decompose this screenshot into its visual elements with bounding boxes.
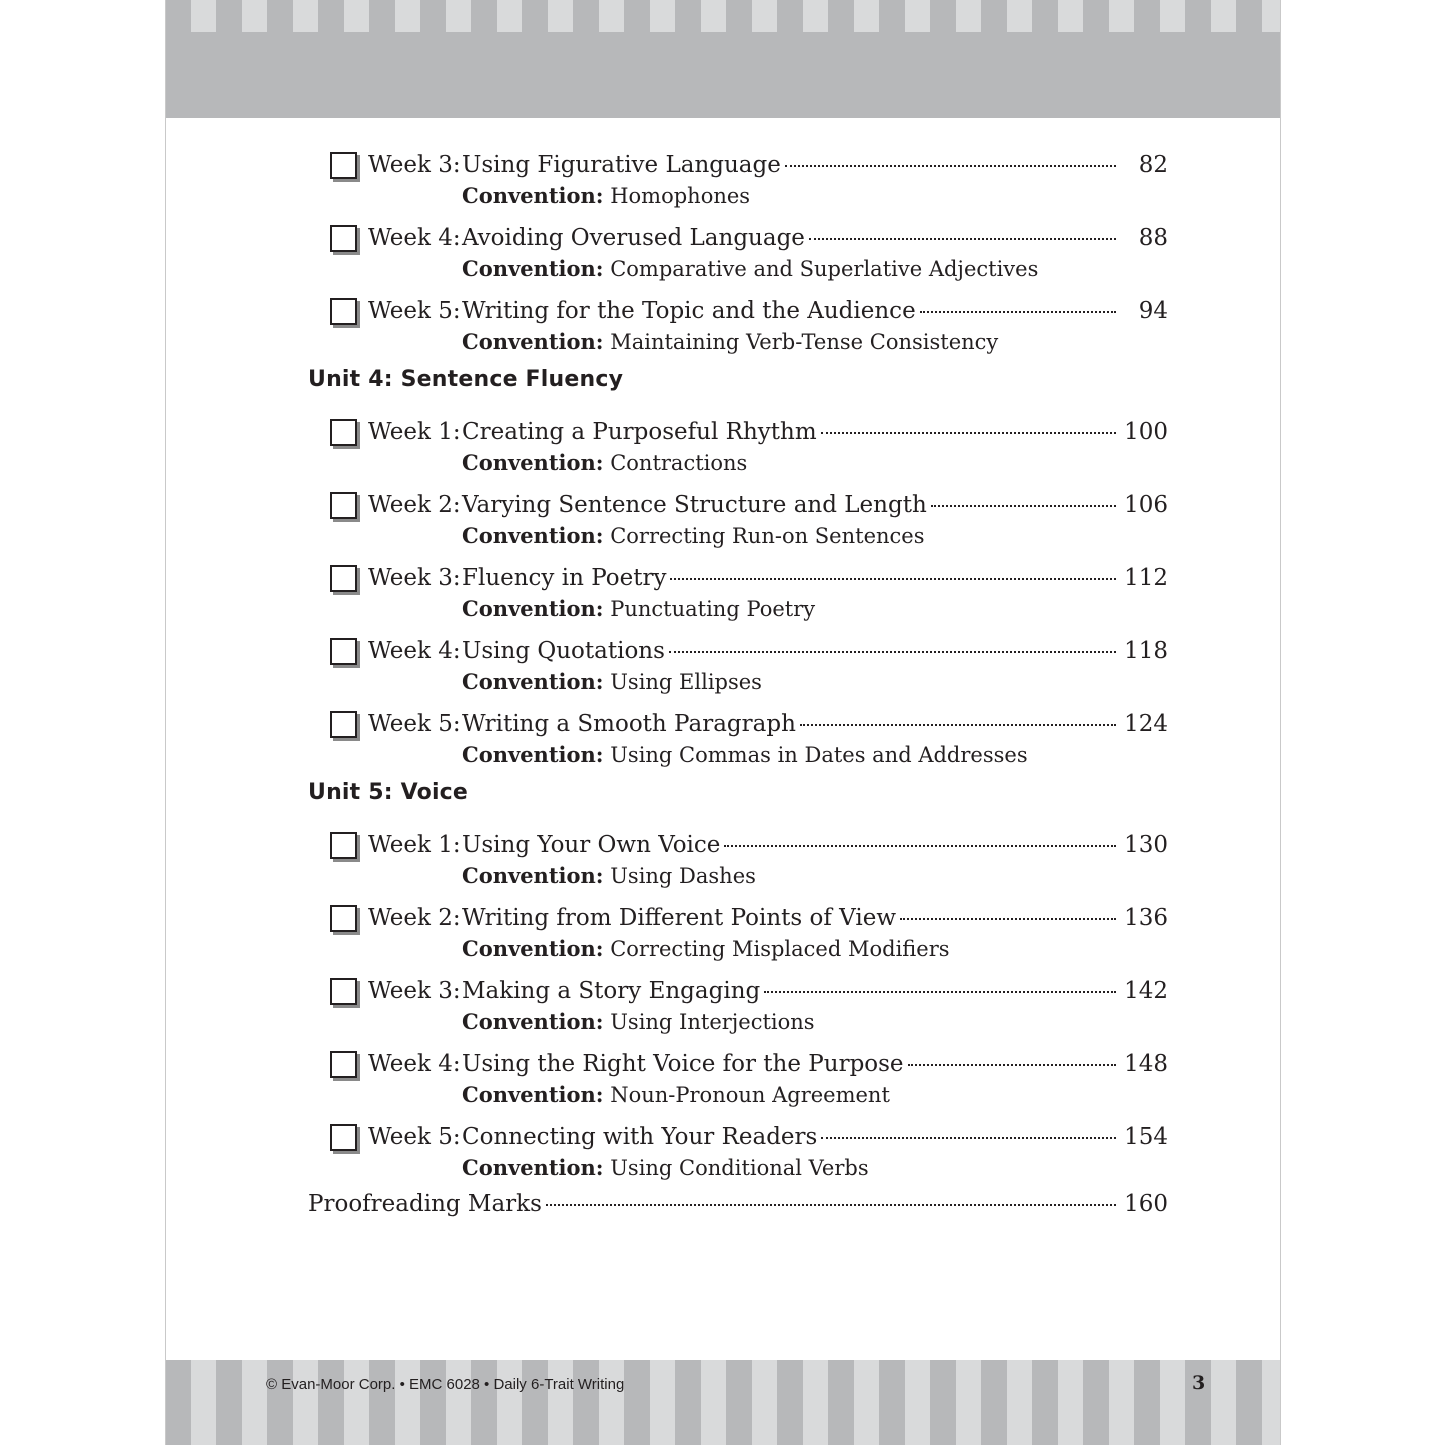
lesson-title: Writing for the Topic and the Audience: [462, 298, 916, 324]
week-label: Week 3:: [368, 152, 461, 178]
convention-label: Convention:: [462, 256, 604, 281]
convention-line: [462, 256, 1038, 281]
stripe-decoration: [854, 0, 879, 32]
toc-entry[interactable]: [308, 480, 1168, 553]
convention-line: [462, 450, 747, 475]
dot-leader: [931, 505, 1116, 507]
convention-line: [462, 596, 815, 621]
convention-text: Using Conditional Verbs: [610, 1156, 869, 1180]
convention-text: Using Ellipses: [610, 670, 762, 694]
checkbox[interactable]: [330, 832, 357, 859]
dot-leader: [670, 578, 1116, 580]
entry-title-line: [368, 1051, 1168, 1077]
entry-title-line: [368, 832, 1168, 858]
page-number: 148: [1124, 1051, 1168, 1077]
toc-entry[interactable]: [308, 407, 1168, 480]
page-number: 124: [1124, 711, 1168, 737]
stripe-decoration: [497, 0, 522, 32]
toc-entry[interactable]: [308, 699, 1168, 772]
lesson-title: Fluency in Poetry: [462, 565, 667, 591]
dot-leader: [821, 1137, 1116, 1139]
convention-text: Punctuating Poetry: [610, 597, 816, 621]
footer-page-number: 3: [1192, 1372, 1206, 1394]
stripe-decoration: [548, 1360, 573, 1445]
toc-entry[interactable]: [308, 1112, 1168, 1185]
stripe-decoration: [191, 0, 216, 32]
page-number: 130: [1124, 832, 1168, 858]
stripe-decoration: [395, 0, 420, 32]
convention-line: [462, 936, 950, 961]
entry-title-line: [368, 565, 1168, 591]
dot-leader: [809, 238, 1116, 240]
entry-title-line: [368, 905, 1168, 931]
page-number: 94: [1138, 298, 1168, 324]
entry-title-line: [368, 152, 1168, 178]
toc-entry[interactable]: [308, 553, 1168, 626]
stripe-decoration: [803, 1360, 828, 1445]
lesson-title: Using Quotations: [462, 638, 665, 664]
convention-label: Convention:: [462, 936, 604, 961]
stripe-decoration: [1007, 0, 1032, 32]
stripe-decoration: [650, 0, 675, 32]
entry-title-line: [368, 419, 1168, 445]
convention-text: Noun-Pronoun Agreement: [610, 1083, 890, 1107]
dot-leader: [724, 845, 1116, 847]
stripe-decoration: [1262, 1360, 1280, 1445]
week-label: Week 5:: [368, 298, 461, 324]
checkbox[interactable]: [330, 565, 357, 592]
entry-title-line: [368, 492, 1168, 518]
checkbox[interactable]: [330, 492, 357, 519]
stripe-decoration: [344, 1360, 369, 1445]
table-of-contents: [308, 140, 1168, 1231]
stripe-decoration: [701, 0, 726, 32]
footer-band: [166, 1360, 1280, 1445]
stripe-decoration: [752, 0, 777, 32]
convention-label: Convention:: [462, 523, 604, 548]
checkbox[interactable]: [330, 978, 357, 1005]
dot-leader: [785, 165, 1116, 167]
stripe-decoration: [1007, 1360, 1032, 1445]
convention-text: Correcting Run-on Sentences: [610, 524, 925, 548]
checkbox[interactable]: [330, 638, 357, 665]
lesson-title: Writing from Different Points of View: [462, 905, 897, 931]
week-label: Week 1:: [368, 832, 461, 858]
page-number: 112: [1124, 565, 1168, 591]
toc-entry[interactable]: [308, 213, 1168, 286]
stripe-decoration: [548, 0, 573, 32]
toc-entry[interactable]: [308, 966, 1168, 1039]
entry-title-line: [368, 638, 1168, 664]
convention-text: Contractions: [610, 451, 748, 475]
lesson-title: Avoiding Overused Language: [462, 225, 805, 251]
footer-stripes: [166, 1360, 1280, 1445]
convention-text: Maintaining Verb-Tense Consistency: [610, 330, 999, 354]
week-label: Week 1:: [368, 419, 461, 445]
lesson-title: Creating a Purposeful Rhythm: [462, 419, 817, 445]
checkbox[interactable]: [330, 711, 357, 738]
header-stripes: [166, 0, 1280, 32]
toc-entry[interactable]: [308, 820, 1168, 893]
stripe-decoration: [1160, 0, 1185, 32]
dot-leader: [920, 311, 1116, 313]
proofreading-marks-entry[interactable]: [308, 1191, 1168, 1231]
stripe-decoration: [497, 1360, 522, 1445]
dot-leader: [900, 918, 1116, 920]
dot-leader: [800, 724, 1116, 726]
dot-leader: [669, 651, 1116, 653]
convention-text: Comparative and Superlative Adjectives: [610, 257, 1039, 281]
lesson-title: Making a Story Engaging: [462, 978, 761, 1004]
unit5-heading: Unit 5: Voice: [308, 780, 469, 805]
page-number: 142: [1124, 978, 1168, 1004]
convention-line: [462, 523, 925, 548]
dot-leader: [546, 1204, 1116, 1206]
stripe-decoration: [599, 1360, 624, 1445]
convention-line: [462, 742, 1028, 767]
convention-text: Using Interjections: [610, 1010, 815, 1034]
convention-label: Convention:: [462, 863, 604, 888]
week-label: Week 4:: [368, 638, 461, 664]
stripe-decoration: [293, 1360, 318, 1445]
page-number: 118: [1124, 638, 1168, 664]
stripe-decoration: [1211, 0, 1236, 32]
convention-text: Using Commas in Dates and Addresses: [610, 743, 1028, 767]
lesson-title: Using the Right Voice for the Purpose: [462, 1051, 904, 1077]
convention-label: Convention:: [462, 1155, 604, 1180]
week-label: Week 3:: [368, 565, 461, 591]
stripe-decoration: [1058, 0, 1083, 32]
convention-label: Convention:: [462, 596, 604, 621]
stripe-decoration: [752, 1360, 777, 1445]
page-number: 136: [1124, 905, 1168, 931]
stripe-decoration: [395, 1360, 420, 1445]
footer-copyright: © Evan-Moor Corp. • EMC 6028 • Daily 6-Trait Writing: [266, 1376, 625, 1393]
convention-label: Convention:: [462, 1082, 604, 1107]
toc-entry[interactable]: [308, 1039, 1168, 1112]
week-label: Week 5:: [368, 711, 461, 737]
checkbox[interactable]: [330, 419, 357, 446]
checkbox[interactable]: [330, 1051, 357, 1078]
convention-label: Convention:: [462, 450, 604, 475]
page-number: 100: [1124, 419, 1168, 445]
convention-label: Convention:: [462, 742, 604, 767]
dot-leader: [908, 1064, 1116, 1066]
checkbox[interactable]: [330, 298, 357, 325]
convention-line: [462, 669, 762, 694]
stripe-decoration: [1211, 1360, 1236, 1445]
convention-line: [462, 1009, 815, 1034]
stripe-decoration: [905, 0, 930, 32]
unit5-entries: [308, 820, 1168, 1185]
stripe-decoration: [854, 1360, 879, 1445]
stripe-decoration: [242, 1360, 267, 1445]
convention-label: Convention:: [462, 183, 604, 208]
toc-entry[interactable]: [308, 893, 1168, 966]
convention-text: Correcting Misplaced Modifiers: [610, 937, 950, 961]
unit4-heading: Unit 4: Sentence Fluency: [308, 367, 624, 392]
toc-entry[interactable]: [308, 626, 1168, 699]
convention-line: [462, 183, 750, 208]
page-number: 154: [1124, 1124, 1168, 1150]
convention-line: [462, 1082, 890, 1107]
lesson-title: Varying Sentence Structure and Length: [462, 492, 927, 518]
proofreading-title: Proofreading Marks: [308, 1191, 542, 1217]
stripe-decoration: [446, 0, 471, 32]
unit4-entries: [308, 407, 1168, 772]
dot-leader: [821, 432, 1116, 434]
stripe-decoration: [1109, 0, 1134, 32]
week-label: Week 3:: [368, 978, 461, 1004]
stripe-decoration: [956, 0, 981, 32]
page-number: 88: [1138, 225, 1168, 251]
stripe-decoration: [1058, 1360, 1083, 1445]
stripe-decoration: [1262, 0, 1280, 32]
entry-title-line: [368, 1124, 1168, 1150]
entry-title-line: [368, 225, 1168, 251]
convention-label: Convention:: [462, 669, 604, 694]
convention-line: [462, 1155, 869, 1180]
checkbox[interactable]: [330, 225, 357, 252]
convention-label: Convention:: [462, 1009, 604, 1034]
entry-title-line: [368, 711, 1168, 737]
convention-text: Homophones: [610, 184, 751, 208]
stripe-decoration: [191, 1360, 216, 1445]
stripe-decoration: [446, 1360, 471, 1445]
toc-entry[interactable]: [308, 286, 1168, 359]
lesson-title: Connecting with Your Readers: [462, 1124, 818, 1150]
lesson-title: Using Figurative Language: [462, 152, 781, 178]
header-band: [166, 0, 1280, 118]
stripe-decoration: [803, 0, 828, 32]
dot-leader: [764, 991, 1116, 993]
convention-label: Convention:: [462, 329, 604, 354]
document-page: [165, 0, 1281, 1445]
page-number: 82: [1138, 152, 1168, 178]
convention-line: [462, 329, 998, 354]
page-number: 160: [1124, 1191, 1168, 1217]
week-label: Week 2:: [368, 905, 461, 931]
lesson-title: Writing a Smooth Paragraph: [462, 711, 796, 737]
checkbox[interactable]: [330, 152, 357, 179]
stripe-decoration: [1109, 1360, 1134, 1445]
stripe-decoration: [1160, 1360, 1185, 1445]
week-label: Week 4:: [368, 1051, 461, 1077]
checkbox[interactable]: [330, 1124, 357, 1151]
lesson-title: Using Your Own Voice: [462, 832, 721, 858]
stripe-decoration: [293, 0, 318, 32]
stripe-decoration: [956, 1360, 981, 1445]
stripe-decoration: [242, 0, 267, 32]
stripe-decoration: [905, 1360, 930, 1445]
convention-text: Using Dashes: [610, 864, 756, 888]
stripe-decoration: [344, 0, 369, 32]
stripe-decoration: [650, 1360, 675, 1445]
week-label: Week 2:: [368, 492, 461, 518]
unit3-entries: [308, 140, 1168, 359]
page-number: 106: [1124, 492, 1168, 518]
stripe-decoration: [701, 1360, 726, 1445]
checkbox[interactable]: [330, 905, 357, 932]
week-label: Week 4:: [368, 225, 461, 251]
toc-entry[interactable]: [308, 140, 1168, 213]
entry-title-line: [368, 298, 1168, 324]
week-label: Week 5:: [368, 1124, 461, 1150]
stripe-decoration: [599, 0, 624, 32]
convention-line: [462, 863, 756, 888]
entry-title-line: [368, 978, 1168, 1004]
